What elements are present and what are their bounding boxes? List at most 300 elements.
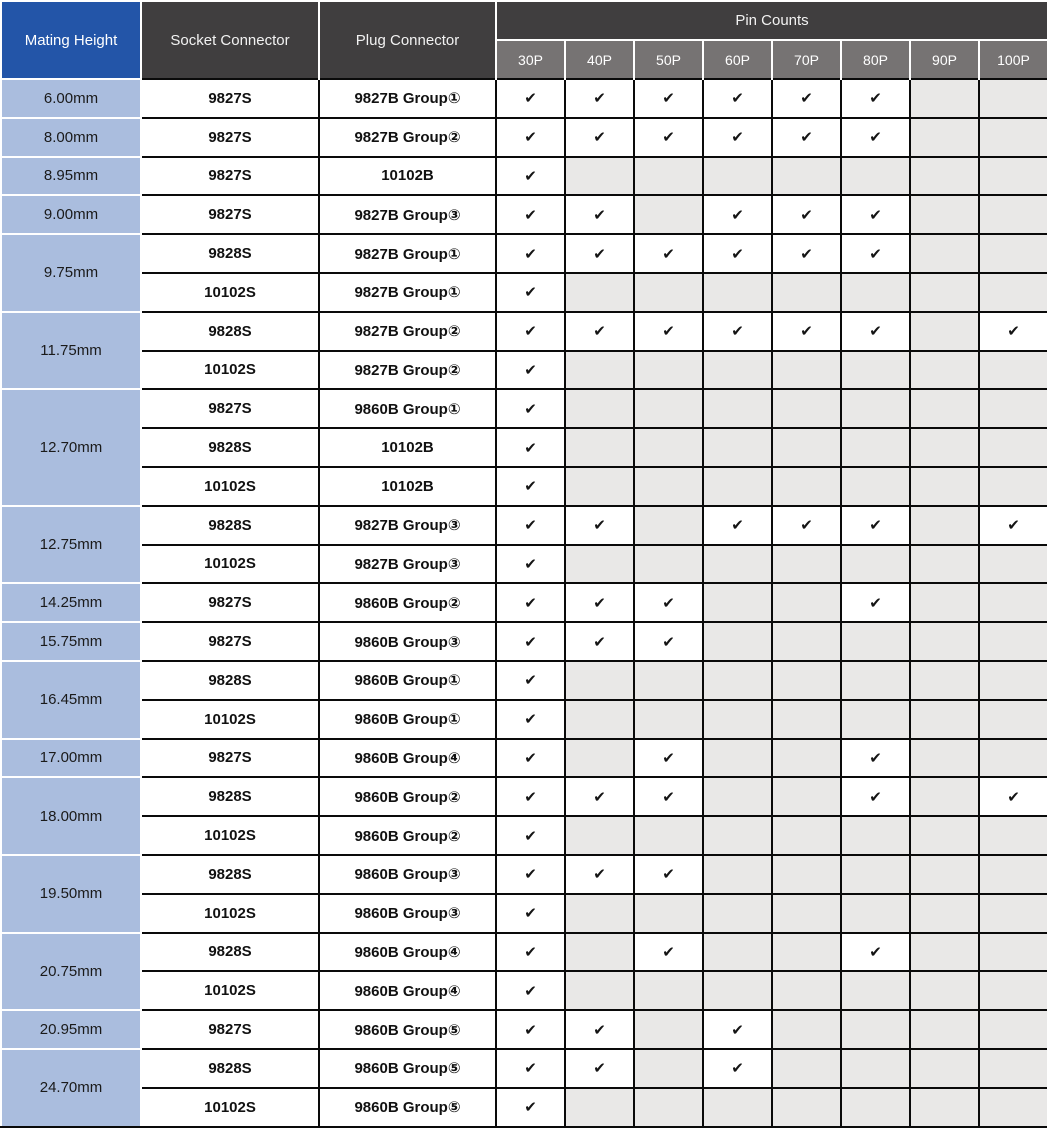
pin-empty-cell <box>910 545 979 584</box>
pin-empty-cell <box>634 894 703 933</box>
pin-empty-cell <box>634 467 703 506</box>
pin-empty-cell <box>910 739 979 778</box>
table-row <box>1 79 1047 118</box>
mating-height-cell: 12.70mm <box>1 389 141 505</box>
pin-empty-cell <box>703 351 772 390</box>
table-body <box>1 79 1047 1127</box>
mating-height-cell: 18.00mm <box>1 777 141 855</box>
pin-empty-cell <box>910 273 979 312</box>
pin-empty-cell <box>979 1088 1047 1127</box>
pin-empty-cell <box>703 583 772 622</box>
pin-empty-cell <box>703 933 772 972</box>
pin-check-cell: ✔ <box>496 816 565 855</box>
pin-empty-cell <box>910 389 979 428</box>
pin-check-cell: ✔ <box>634 777 703 816</box>
pin-check-cell: ✔ <box>496 622 565 661</box>
pin-count-header-80p: 80P <box>841 40 910 79</box>
pin-empty-cell <box>772 971 841 1010</box>
pin-empty-cell <box>565 545 634 584</box>
pin-empty-cell <box>910 777 979 816</box>
pin-check-cell: ✔ <box>841 118 910 157</box>
plug-connector-cell: 9860B Group① <box>319 661 496 700</box>
socket-connector-cell: 9827S <box>141 118 319 157</box>
pin-empty-cell <box>565 933 634 972</box>
pin-empty-cell <box>979 855 1047 894</box>
pin-empty-cell <box>979 933 1047 972</box>
mating-height-cell: 8.95mm <box>1 157 141 196</box>
pin-empty-cell <box>979 622 1047 661</box>
pin-check-cell: ✔ <box>703 195 772 234</box>
pin-empty-cell <box>841 661 910 700</box>
pin-check-cell: ✔ <box>496 1010 565 1049</box>
plug-connector-cell: 9860B Group② <box>319 816 496 855</box>
socket-connector-cell: 9827S <box>141 389 319 428</box>
plug-connector-cell: 10102B <box>319 467 496 506</box>
pin-empty-cell <box>634 1088 703 1127</box>
pin-empty-cell <box>703 971 772 1010</box>
pin-empty-cell <box>910 467 979 506</box>
pin-empty-cell <box>565 273 634 312</box>
pin-empty-cell <box>634 273 703 312</box>
pin-empty-cell <box>772 933 841 972</box>
table-row <box>1 506 1047 545</box>
socket-connector-cell: 9827S <box>141 622 319 661</box>
pin-empty-cell <box>772 777 841 816</box>
mating-height-cell: 17.00mm <box>1 739 141 778</box>
plug-connector-cell: 9860B Group① <box>319 700 496 739</box>
socket-connector-cell: 9827S <box>141 195 319 234</box>
pin-empty-cell <box>979 467 1047 506</box>
table-row <box>1 545 1047 584</box>
pin-check-cell: ✔ <box>979 506 1047 545</box>
pin-check-cell: ✔ <box>841 506 910 545</box>
plug-connector-cell: 9860B Group① <box>319 389 496 428</box>
pin-empty-cell <box>703 428 772 467</box>
plug-connector-cell: 9860B Group③ <box>319 855 496 894</box>
pin-empty-cell <box>841 1049 910 1088</box>
pin-empty-cell <box>634 351 703 390</box>
pin-empty-cell <box>979 1049 1047 1088</box>
pin-empty-cell <box>565 467 634 506</box>
pin-empty-cell <box>910 855 979 894</box>
pin-empty-cell <box>841 1010 910 1049</box>
pin-empty-cell <box>772 1010 841 1049</box>
pin-empty-cell <box>910 351 979 390</box>
pin-empty-cell <box>703 273 772 312</box>
pin-check-cell: ✔ <box>634 855 703 894</box>
pin-check-cell: ✔ <box>496 428 565 467</box>
table-row <box>1 195 1047 234</box>
pin-empty-cell <box>565 157 634 196</box>
socket-connector-cell: 9828S <box>141 855 319 894</box>
pin-empty-cell <box>565 816 634 855</box>
pin-empty-cell <box>565 661 634 700</box>
pin-empty-cell <box>565 971 634 1010</box>
pin-empty-cell <box>910 933 979 972</box>
plug-connector-cell: 9827B Group② <box>319 118 496 157</box>
pin-check-cell: ✔ <box>634 312 703 351</box>
pin-check-cell: ✔ <box>496 312 565 351</box>
pin-check-cell: ✔ <box>496 195 565 234</box>
table-row <box>1 933 1047 972</box>
plug-connector-cell: 9860B Group③ <box>319 894 496 933</box>
pin-empty-cell <box>910 622 979 661</box>
pin-check-cell: ✔ <box>841 195 910 234</box>
pin-empty-cell <box>979 234 1047 273</box>
pin-check-cell: ✔ <box>841 583 910 622</box>
socket-connector-cell: 9828S <box>141 777 319 816</box>
pin-empty-cell <box>565 700 634 739</box>
mating-height-cell: 15.75mm <box>1 622 141 661</box>
plug-connector-cell: 9860B Group④ <box>319 971 496 1010</box>
plug-connector-cell: 9860B Group⑤ <box>319 1010 496 1049</box>
socket-connector-cell: 9828S <box>141 234 319 273</box>
pin-empty-cell <box>703 739 772 778</box>
plug-connector-cell: 9827B Group② <box>319 351 496 390</box>
pin-check-cell: ✔ <box>703 234 772 273</box>
pin-empty-cell <box>772 351 841 390</box>
pin-empty-cell <box>565 739 634 778</box>
pin-empty-cell <box>772 700 841 739</box>
pin-check-cell: ✔ <box>565 195 634 234</box>
pin-check-cell: ✔ <box>772 312 841 351</box>
table-row <box>1 1010 1047 1049</box>
pin-check-cell: ✔ <box>565 583 634 622</box>
table-row <box>1 777 1047 816</box>
table-row <box>1 1049 1047 1088</box>
pin-empty-cell <box>910 1049 979 1088</box>
pin-check-cell: ✔ <box>496 545 565 584</box>
pin-check-cell: ✔ <box>496 855 565 894</box>
pin-check-cell: ✔ <box>841 79 910 118</box>
table-row <box>1 855 1047 894</box>
pin-empty-cell <box>979 816 1047 855</box>
pin-count-header-30p: 30P <box>496 40 565 79</box>
table-row <box>1 1088 1047 1127</box>
pin-empty-cell <box>772 622 841 661</box>
table-row <box>1 700 1047 739</box>
plug-connector-cell: 9860B Group④ <box>319 739 496 778</box>
pin-check-cell: ✔ <box>496 583 565 622</box>
pin-empty-cell <box>772 816 841 855</box>
pin-count-header-100p: 100P <box>979 40 1047 79</box>
pin-check-cell: ✔ <box>841 777 910 816</box>
socket-connector-cell: 9828S <box>141 1049 319 1088</box>
table-row <box>1 234 1047 273</box>
socket-connector-cell: 10102S <box>141 467 319 506</box>
pin-empty-cell <box>634 157 703 196</box>
pin-empty-cell <box>634 428 703 467</box>
pin-empty-cell <box>910 700 979 739</box>
pin-check-cell: ✔ <box>496 506 565 545</box>
pin-empty-cell <box>703 661 772 700</box>
socket-connector-cell: 10102S <box>141 971 319 1010</box>
pin-check-cell: ✔ <box>496 234 565 273</box>
pin-empty-cell <box>841 545 910 584</box>
socket-connector-cell: 9828S <box>141 506 319 545</box>
pin-empty-cell <box>979 273 1047 312</box>
pin-empty-cell <box>703 816 772 855</box>
mating-height-cell: 8.00mm <box>1 118 141 157</box>
pin-empty-cell <box>841 855 910 894</box>
mating-height-cell: 12.75mm <box>1 506 141 584</box>
pin-empty-cell <box>703 1088 772 1127</box>
pin-counts-header: Pin Counts <box>496 1 1047 40</box>
pin-check-cell: ✔ <box>703 118 772 157</box>
mating-height-cell: 20.75mm <box>1 933 141 1011</box>
pin-empty-cell <box>979 971 1047 1010</box>
header-row-main <box>1 1 1047 40</box>
pin-empty-cell <box>772 1049 841 1088</box>
table-row <box>1 273 1047 312</box>
pin-check-cell: ✔ <box>565 118 634 157</box>
pin-count-header-60p: 60P <box>703 40 772 79</box>
socket-connector-cell: 9827S <box>141 1010 319 1049</box>
pin-empty-cell <box>841 467 910 506</box>
pin-empty-cell <box>841 389 910 428</box>
plug-connector-cell: 9860B Group② <box>319 583 496 622</box>
pin-empty-cell <box>772 428 841 467</box>
pin-check-cell: ✔ <box>496 79 565 118</box>
socket-connector-cell: 9828S <box>141 661 319 700</box>
pin-empty-cell <box>703 855 772 894</box>
socket-connector-cell: 10102S <box>141 700 319 739</box>
socket-connector-cell: 10102S <box>141 1088 319 1127</box>
plug-connector-cell: 9827B Group③ <box>319 506 496 545</box>
plug-connector-cell: 9860B Group③ <box>319 622 496 661</box>
table-row <box>1 351 1047 390</box>
pin-empty-cell <box>772 467 841 506</box>
pin-empty-cell <box>979 1010 1047 1049</box>
pin-empty-cell <box>703 157 772 196</box>
pin-empty-cell <box>910 894 979 933</box>
pin-empty-cell <box>634 700 703 739</box>
pin-check-cell: ✔ <box>496 894 565 933</box>
socket-connector-cell: 10102S <box>141 273 319 312</box>
table-row <box>1 467 1047 506</box>
pin-empty-cell <box>979 700 1047 739</box>
socket-connector-cell: 9827S <box>141 79 319 118</box>
pin-empty-cell <box>634 545 703 584</box>
table-row <box>1 971 1047 1010</box>
table-header <box>1 1 1047 79</box>
mating-height-cell: 9.00mm <box>1 195 141 234</box>
mating-height-cell: 19.50mm <box>1 855 141 933</box>
table-row <box>1 157 1047 196</box>
pin-check-cell: ✔ <box>634 234 703 273</box>
pin-check-cell: ✔ <box>772 195 841 234</box>
plug-connector-cell: 9827B Group③ <box>319 545 496 584</box>
plug-connector-cell: 10102B <box>319 157 496 196</box>
pin-empty-cell <box>634 389 703 428</box>
pin-check-cell: ✔ <box>565 234 634 273</box>
pin-empty-cell <box>910 157 979 196</box>
pin-check-cell: ✔ <box>979 777 1047 816</box>
plug-connector-cell: 9827B Group③ <box>319 195 496 234</box>
pin-empty-cell <box>910 1010 979 1049</box>
pin-empty-cell <box>634 971 703 1010</box>
pin-empty-cell <box>979 583 1047 622</box>
pin-empty-cell <box>979 739 1047 778</box>
pin-empty-cell <box>841 894 910 933</box>
mating-height-cell: 6.00mm <box>1 79 141 118</box>
pin-check-cell: ✔ <box>772 118 841 157</box>
pin-count-header-70p: 70P <box>772 40 841 79</box>
table-row <box>1 739 1047 778</box>
pin-empty-cell <box>634 816 703 855</box>
table-row <box>1 816 1047 855</box>
pin-empty-cell <box>703 467 772 506</box>
pin-check-cell: ✔ <box>703 506 772 545</box>
pin-empty-cell <box>841 700 910 739</box>
pin-check-cell: ✔ <box>496 118 565 157</box>
pin-count-header-90p: 90P <box>910 40 979 79</box>
pin-check-cell: ✔ <box>772 79 841 118</box>
pin-empty-cell <box>772 1088 841 1127</box>
pin-check-cell: ✔ <box>703 79 772 118</box>
pin-empty-cell <box>910 1088 979 1127</box>
plug-connector-cell: 9827B Group① <box>319 234 496 273</box>
pin-check-cell: ✔ <box>496 1049 565 1088</box>
pin-check-cell: ✔ <box>841 234 910 273</box>
socket-connector-header: Socket Connector <box>141 1 319 79</box>
pin-empty-cell <box>565 351 634 390</box>
pin-empty-cell <box>979 894 1047 933</box>
pin-check-cell: ✔ <box>979 312 1047 351</box>
pin-check-cell: ✔ <box>841 739 910 778</box>
pin-check-cell: ✔ <box>496 389 565 428</box>
mating-height-cell: 11.75mm <box>1 312 141 390</box>
pin-empty-cell <box>841 273 910 312</box>
pin-check-cell: ✔ <box>565 622 634 661</box>
pin-check-cell: ✔ <box>634 622 703 661</box>
pin-empty-cell <box>841 971 910 1010</box>
socket-connector-cell: 9828S <box>141 428 319 467</box>
socket-connector-cell: 10102S <box>141 816 319 855</box>
pin-check-cell: ✔ <box>496 777 565 816</box>
pin-empty-cell <box>979 157 1047 196</box>
mating-height-cell: 20.95mm <box>1 1010 141 1049</box>
table-row <box>1 118 1047 157</box>
mating-height-cell: 16.45mm <box>1 661 141 739</box>
socket-connector-cell: 10102S <box>141 545 319 584</box>
pin-empty-cell <box>703 894 772 933</box>
pin-count-header-40p: 40P <box>565 40 634 79</box>
plug-connector-cell: 9827B Group① <box>319 79 496 118</box>
pin-empty-cell <box>841 1088 910 1127</box>
pin-empty-cell <box>634 1010 703 1049</box>
pin-empty-cell <box>772 273 841 312</box>
pin-check-cell: ✔ <box>634 583 703 622</box>
pin-check-cell: ✔ <box>772 234 841 273</box>
pin-empty-cell <box>772 157 841 196</box>
pin-empty-cell <box>910 234 979 273</box>
pin-empty-cell <box>841 428 910 467</box>
pin-empty-cell <box>565 894 634 933</box>
pin-check-cell: ✔ <box>841 933 910 972</box>
pin-empty-cell <box>910 506 979 545</box>
table-row <box>1 894 1047 933</box>
pin-check-cell: ✔ <box>496 661 565 700</box>
socket-connector-cell: 9827S <box>141 583 319 622</box>
pin-empty-cell <box>910 428 979 467</box>
pin-empty-cell <box>979 545 1047 584</box>
pin-check-cell: ✔ <box>565 79 634 118</box>
pin-check-cell: ✔ <box>496 1088 565 1127</box>
pin-empty-cell <box>703 622 772 661</box>
pin-check-cell: ✔ <box>496 467 565 506</box>
plug-connector-cell: 9860B Group⑤ <box>319 1088 496 1127</box>
socket-connector-cell: 10102S <box>141 351 319 390</box>
pin-empty-cell <box>841 622 910 661</box>
pin-check-cell: ✔ <box>496 739 565 778</box>
pin-empty-cell <box>634 1049 703 1088</box>
table-row <box>1 312 1047 351</box>
pin-empty-cell <box>910 195 979 234</box>
pin-check-cell: ✔ <box>565 1010 634 1049</box>
pin-empty-cell <box>772 661 841 700</box>
pin-empty-cell <box>910 312 979 351</box>
plug-connector-cell: 9860B Group② <box>319 777 496 816</box>
pin-empty-cell <box>772 545 841 584</box>
plug-connector-cell: 9860B Group④ <box>319 933 496 972</box>
plug-connector-cell: 10102B <box>319 428 496 467</box>
pin-check-cell: ✔ <box>703 1010 772 1049</box>
pin-check-cell: ✔ <box>565 1049 634 1088</box>
pin-empty-cell <box>703 389 772 428</box>
pin-empty-cell <box>634 506 703 545</box>
pin-empty-cell <box>772 894 841 933</box>
pin-check-cell: ✔ <box>634 118 703 157</box>
plug-connector-cell: 9827B Group② <box>319 312 496 351</box>
pin-empty-cell <box>565 1088 634 1127</box>
pin-empty-cell <box>703 545 772 584</box>
pin-empty-cell <box>634 195 703 234</box>
socket-connector-cell: 9827S <box>141 739 319 778</box>
pin-empty-cell <box>565 428 634 467</box>
socket-connector-cell: 9828S <box>141 933 319 972</box>
pin-empty-cell <box>910 118 979 157</box>
pin-empty-cell <box>910 661 979 700</box>
pin-empty-cell <box>703 700 772 739</box>
pin-check-cell: ✔ <box>496 157 565 196</box>
pin-empty-cell <box>979 389 1047 428</box>
pin-check-cell: ✔ <box>634 739 703 778</box>
pin-empty-cell <box>910 583 979 622</box>
pin-check-cell: ✔ <box>703 1049 772 1088</box>
pin-empty-cell <box>772 855 841 894</box>
socket-connector-cell: 10102S <box>141 894 319 933</box>
pin-check-cell: ✔ <box>841 312 910 351</box>
pin-check-cell: ✔ <box>565 855 634 894</box>
mating-height-cell: 14.25mm <box>1 583 141 622</box>
mating-height-header: Mating Height <box>1 1 141 79</box>
table-row <box>1 583 1047 622</box>
pin-check-cell: ✔ <box>565 312 634 351</box>
pin-check-cell: ✔ <box>496 700 565 739</box>
pin-empty-cell <box>772 389 841 428</box>
table-row <box>1 428 1047 467</box>
pin-check-cell: ✔ <box>634 79 703 118</box>
pin-check-cell: ✔ <box>565 506 634 545</box>
pin-check-cell: ✔ <box>772 506 841 545</box>
pin-empty-cell <box>979 195 1047 234</box>
pin-empty-cell <box>979 351 1047 390</box>
pin-count-header-50p: 50P <box>634 40 703 79</box>
pin-check-cell: ✔ <box>496 933 565 972</box>
pin-check-cell: ✔ <box>496 273 565 312</box>
pin-empty-cell <box>910 816 979 855</box>
